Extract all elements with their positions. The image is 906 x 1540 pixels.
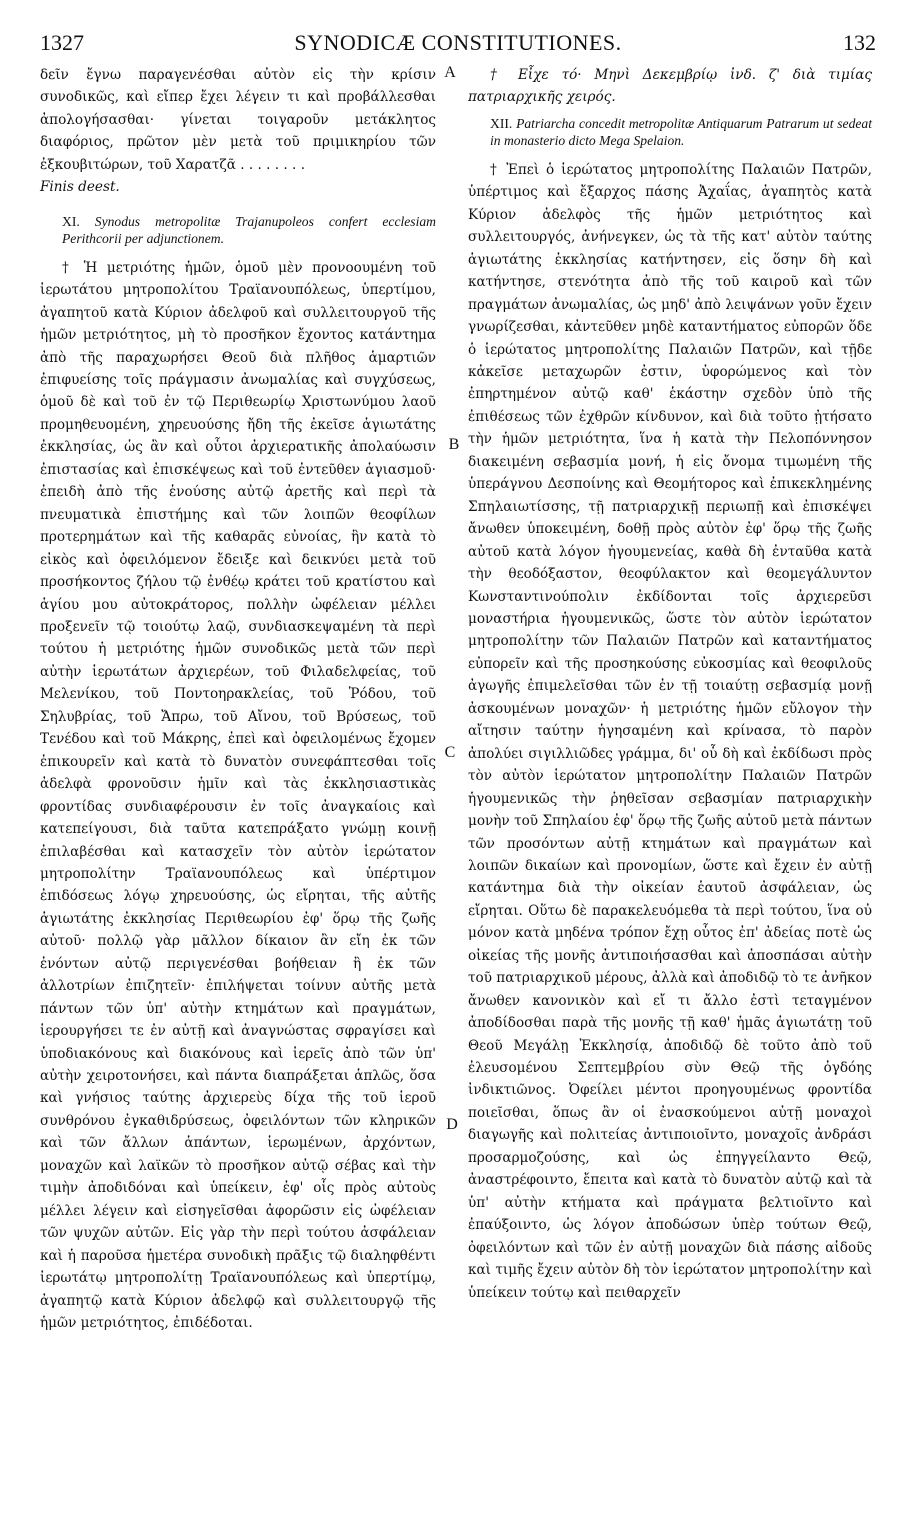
section-title: Synodus metropolitæ Trajanupoleos confert ecclesiam Perithcorii per adjunctionem. <box>62 213 436 246</box>
right-column <box>468 64 872 1304</box>
section-number: XII. <box>490 115 513 131</box>
date-line: † Εἶχε τό· Μηνὶ Δεκεμβρίῳ ἰνδ. ζ' διὰ τιμίας πατριαρχικῆς χειρός. <box>468 67 872 106</box>
running-title: SYNODICÆ CONSTITUTIONES. <box>294 30 622 55</box>
section-heading-xi <box>40 213 436 247</box>
section-title: Patriarcha concedit metropolitæ Antiquarum Patrarum ut sedeat in monasterio dicto Mega Spelaion. <box>490 115 872 148</box>
section-number: XI. <box>62 213 80 229</box>
running-header <box>40 30 876 62</box>
margin-marker-b: B <box>448 436 460 453</box>
right-paragraph-main: † Ἐπεὶ ὁ ἱερώτατος μητροπολίτης Παλαιῶν Πατρῶν, ὑπέρτιμος καὶ ἔξαρχος πάσης Ἀχαΐας, ἀγαπητὸς κατὰ Κύριον ἀδελφὸς τῆς ἡμῶν μετριότητος καὶ συλλειτουργός, ἀνήνεγκεν, ὡς τὰ τῆς κατ' αὐτὸν ταύτης ἁγιωτάτης ἐκκλησίας κατήντησεν, εἰς ὅσην δὴ καὶ κατήντησε, στενότητα ἀπὸ τῆς τοῦ καιροῦ καὶ τῶν πραγμάτων ἀνωμαλίας, ὡς μηδ' ἀπὸ λειψάνων γοῦν ἔχειν γνωρίζεσθαι, κἀντεῦθεν μηδὲ καταντήματος εὐπορῶν ὅδε ὁ ἱερώτατος μητροπολίτης Παλαιῶν Πατρῶν, καὶ τῇδε κἀκεῖσε μεταχωρῶν ἐστιν, ὑφορώμενος καὶ τὸν ἐπηρτημένον αὐτῷ καθ' ἑκάστην σχεδὸν ὑπὸ τῆς ἐπιθέσεως τῶν ἐχθρῶν κίνδυνον, καὶ διὰ τοῦτο ᾐτήσατο τὴν ἡμῶν μετριότητα, ἵνα ἡ κατὰ τὴν Πελοπόννησον διακειμένη σεβασμία μονή, ἡ εἰς ὄνομα τιμωμένη τῆς ὑπεράγνου Δεσποίνης καὶ Θεομήτορος καὶ ἐπικεκλημένης Σπηλαιωτίσσης, τῇ πατριαρχικῇ περιωπῇ καὶ ἐπισκέψει ἄνωθεν ὑποκειμένη, δοθῇ πρὸς αὐτὸν ἐφ' ὅρῳ τῆς ζωῆς αὐτοῦ κατὰ λόγον ἡγουμενείας, καθὰ δὴ ἐνταῦθα κατὰ τὴν θεοδόξαστον, θεοφύλακτον καὶ θεομεγάλυντον Κωνσταντινούπολιν ἐκδίδονται τοῖς ἀρχιερεῦσι μοναστήρια ἡγουμενικῶς, ὥστε τὸν αὐτὸν ἱερώτατον μητροπολίτην τῶν Παλαιῶν Πατρῶν καὶ καταντήματος εὐπορεῖν καὶ τῆς προσηκούσης εὐκοσμίας καὶ θεοφιλοῦς ἀγωγῆς ἐπιμελεῖσθαι τῶν ἐν τῇ τοιαύτῃ σεβασμίᾳ μονῇ ἀσκουμένων μοναχῶν· ἡ μετριότης ἡμῶν εὔλογον τὴν αἴτησιν ταύτην ἡγησαμένη καὶ κρίνασα, τὸ παρὸν ἀπολύει σιγιλλιῶδες γράμμα, δι' οὗ δὴ καὶ ἐκδίδωσι πρὸς τὸν αὐτὸν ἱερώτατον μητροπολίτην Παλαιῶν Πατρῶν ἡγουμενικῶς τὴν ῥηθεῖσαν σεβασμίαν πατριαρχικὴν μονὴν τοῦ Σπηλαίου ἐφ' ὅρῳ τῆς ζωῆς αὐτοῦ μετὰ πάντων τῶν προσόντων αὐτῇ κτημάτων καὶ πραγμάτων καὶ λοιπῶν δικαίων καὶ προνομίων, ὥστε καὶ ἔχειν ἐν αὐτῇ κατάντημα διὰ τὴν οἰκείαν ἑαυτοῦ ἀσφάλειαν, ὡς εἴρηται. Οὕτω δὲ παρακελευόμεθα τὰ περὶ τούτου, ἵνα οὐ μόνον κατὰ μηδένα τρόπον ἔχῃ οὗτος ἐπ' ἀδείας ποτὲ ὡς οἰκείας τῆς μονῆς ἀντιποιήσασθαι καὶ ἀποσπάσαι αὐτὴν τοῦ πατριαρχικοῦ μέρους, ἀλλὰ καὶ ἀποδιδῷ τὸ τε ἀνῆκον ἄνωθεν κανονικὸν καὶ εἴ τι ἄλλο ἐστὶ τεταγμένον ἀποδίδοσθαι παρὰ τῆς μονῆς τῇ καθ' ἡμᾶς ἁγιωτάτῃ τοῦ Θεοῦ Μεγάλῃ Ἐκκλησίᾳ, ἀποδιδῷ δὲ τοῦτο ἀπὸ τοῦ ἐλευσομένου Σεπτεμβρίου σὺν Θεῷ τῆς ὀγδόης ἰνδικτιῶνος. Ὀφείλει μέντοι προηγουμένως φροντίδα ποιεῖσθαι, ὅπως ἂν οἱ ἐνασκούμενοι αὐτῇ μοναχοὶ διαγωγῆς καὶ πολιτείας ἀντιποιοῖντο, μοναχοῖς ἀνδράσι προσαρμοζούσης, καὶ ὡς ἐπηγγείλαντο Θεῷ, ἀναστρέφοιντο, ἔπειτα καὶ κατὰ τὸ δυνατὸν αὐτῷ καὶ τὰ ὑπ' αὐτὴν κτήματα καὶ πράγματα βελτιοῖντο καὶ ἐπαύξοιντο, ὡς λόγον ἀποδώσων ὑπὲρ τούτων Θεῷ, ὀφειλόντων καὶ τῶν ἐν αὐτῇ μοναχῶν διὰ πάσης αἰδοῦς καὶ τιμῆς ἔχειν αὐτὸν δὴ τὸν ἱερώτατον μητροπολίτην καὶ ὑπείκειν τούτῳ καὶ πειθαρχεῖν <box>468 161 872 1301</box>
margin-marker-c: C <box>444 744 456 761</box>
left-column <box>40 64 436 1334</box>
finis-note: Finis deest. <box>40 179 120 196</box>
section-heading-xii <box>468 115 872 149</box>
page-number-right: 132 <box>843 30 876 55</box>
left-paragraph-continued: δεῖν ἔγνω παραγενέσθαι αὐτὸν εἰς τὴν κρίσιν συνοδικῶς, καὶ εἴπερ ἔχει λέγειν τι καὶ προβάλλεσθαι ἀπολογήσασθαι· γίνεται τοιγαροῦν μετάκλητος διαφόριος, πρῶτον μὲν μετὰ τοῦ πριμικηρίου τῶν ἐξκουβιτώρων, τοῦ Χαρατζᾶ . . . . . . . . <box>40 67 436 173</box>
margin-marker-d: D <box>446 1116 458 1133</box>
left-paragraph-main: † Ἡ μετριότης ἡμῶν, ὁμοῦ μὲν προνοουμένη τοῦ ἱερωτάτου μητροπολίτου Τραϊανουπόλεως, ὑπερτίμου, ἀγαπητοῦ κατὰ Κύριον ἀδελφοῦ καὶ συλλειτουργοῦ τῆς ἡμῶν μετριότητος, μὴ τὸ προσῆκον ἔχοντος κατάντημα ἀπὸ τῆς παραχωρήσει Θεοῦ διὰ πλῆθος ἁμαρτιῶν ἐπιφυείσης τοῖς πράγμασιν ἀνωμαλίας καὶ συγχύσεως, ὁμοῦ δὲ καὶ τοῦ ἐν τῷ Περιθεωρίῳ Χριστωνύμου λαοῦ προμηθευομένη, χηρευούσης ἤδη τῆς ἐκεῖσε ἁγιωτάτης ἐκκλησίας, ὡς ἂν καὶ οὗτοι ἀρχιερατικῆς ἀπολαύωσιν ἐπιστασίας καὶ ἐπισκέψεως καὶ τοῦ ἐντεῦθεν ἁγιασμοῦ· ἐπειδὴ ἀπὸ τῆς ἑνούσης αὐτῷ ἀρετῆς καὶ περὶ τὰ πνευματικὰ ἐπιστήμης καὶ τῶν λοιπῶν θεοφίλων προτερημάτων καὶ τῆς καθαρᾶς εὐνοίας, ἣν κατὰ τὸ εἰκὸς καὶ ὀφειλόμενον ἔδειξε καὶ δεικνύει μετὰ τοῦ προσήκοντος ζήλου τῷ ἐνθέῳ κράτει τοῦ κρατίστου καὶ ἁγίου μου αὐτοκράτορος, πολλὴν ὠφέλειαν μέλλει προξενεῖν τῷ τοιούτῳ λαῷ, συνδιασκεψαμένη τὰ περὶ τούτου ἡ μετριότης ἡμῶν συνοδικῶς μετὰ τῶν περὶ αὐτὴν ἱερωτάτων ἀρχιερέων, τοῦ Φιλαδελφείας, τοῦ Μελενίκου, τοῦ Ποντοηρακλείας, τοῦ Ῥόδου, τοῦ Σηλυβρίας, τοῦ Ἄπρω, τοῦ Αἴνου, τοῦ Βρύσεως, τοῦ Τενέδου καὶ τοῦ Μάκρης, ἐπεὶ καὶ ὀφειλομένως ἔχομεν ἐπικουρεῖν καὶ κατὰ τὸ δυνατὸν συνεφάπτεσθαι τοῖς ἀδελφὰ φρονοῦσιν ἡμῖν καὶ τὰς ἐκκλησιαστικὰς φροντίδας συνδιαφέρουσιν ἐν τοῖς ἀναγκαίοις καὶ κατεπείγουσι, διὰ ταῦτα κατεπράξατο γνώμῃ κοινῇ ἐπιλαβέσθαι καὶ κατασχεῖν τὸν αὐτὸν ἱερώτατον μητροπολίτην Τραϊανουπόλεως καὶ ὑπέρτιμον ἐπιδόσεως λόγῳ χηρευούσης, ὡς εἴρηται, τῆς αὐτῆς ἁγιωτάτης ἐκκλησίας Περιθεωρίου ἐφ' ὅρῳ τῆς ζωῆς αὐτοῦ· πολλῷ γὰρ μᾶλλον δίκαιον ἂν εἴη ἐκ τῶν ἐνόντων αὐτῷ περιγενέσθαι βοήθειαν ἢ ἐκ τῶν ἀλλοτρίων ἐπιζητεῖν· ἐπιλήψεται τοίνυν αὐτῆς μετὰ πάντων τῶν ὑπ' αὐτὴν κτημάτων καὶ πραγμάτων, ἱερουργήσει τε ἐν αὐτῇ καὶ ἀναγνώστας σφραγίσει καὶ ὑποδιακόνους καὶ διακόνους καὶ ἱερεῖς ἀπὸ τῶν ὑπ' αὐτὴν χειροτονήσει, καὶ πάντα διαπράξεται ἁπλῶς, ὅσα καὶ γνήσιος ταύτης ἀρχιερεὺς δίχα τῆς τοῦ ἱεροῦ συνθρόνου ἐγκαθιδρύσεως, ὀφειλόντων τῶν κληρικῶν καὶ τῶν ἄλλων ἁπάντων, ἱερωμένων, ἀρχόντων, μοναχῶν καὶ λαϊκῶν τὸ προσῆκον αὐτῷ σέβας καὶ τὴν τιμὴν ἀποδιδόναι καὶ ὑπείκειν, ἐφ' οἷς πρὸς αὐτοὺς μέλλει λέγειν καὶ εἰσηγεῖσθαι ἀφορῶσιν εἰς ὠφέλειαν τῶν ψυχῶν αὐτῶν. Εἰς γὰρ τὴν περὶ τούτου ἀσφάλειαν καὶ ἡ παροῦσα ἡμετέρα συνοδικὴ πρᾶξις τῷ διαληφθέντι ἱερωτάτῳ μητροπολίτῃ Τραϊανουπόλεως καὶ ὑπερτίμῳ, ἀγαπητῷ κατὰ Κύριον ἀδελφῷ καὶ συλλειτουργῷ τῆς ἡμῶν μετριότητος, ἐπιδέδοται. <box>40 259 436 1332</box>
page-number-left: 1327 <box>40 30 84 55</box>
margin-marker-a: A <box>444 64 456 81</box>
